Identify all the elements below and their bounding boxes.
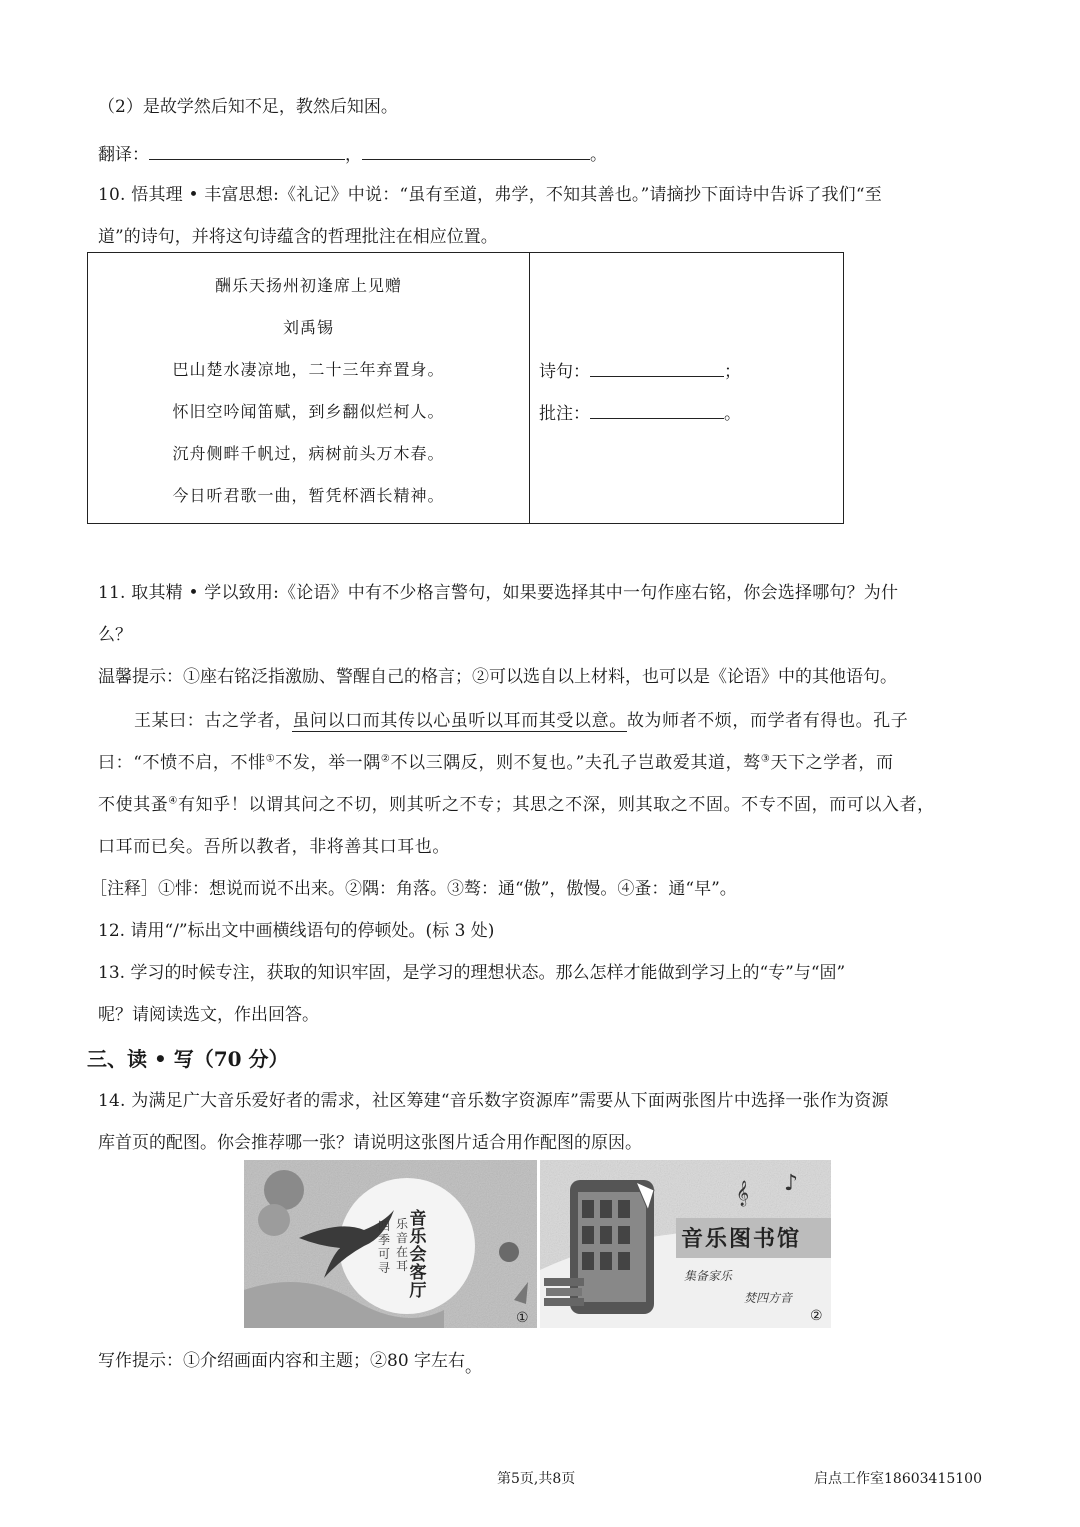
pic2-sub1: 集备家乐: [684, 1269, 733, 1283]
passage-l2-d: 天下之学者，而: [770, 753, 894, 773]
q14-line1: 14. 为满足广大音乐爱好者的需求，社区筹建“音乐数字资源库”需要从下面两张图片中选择一张作为资源: [98, 1091, 889, 1111]
passage-line-3: [98, 790, 935, 815]
picture-1[interactable]: [244, 1160, 537, 1328]
passage-line-2: [98, 748, 894, 773]
music-note-icon: 𝄞: [736, 1181, 750, 1206]
poem-table: [87, 252, 844, 524]
q9-translate-line: [98, 140, 607, 165]
footer-page-number: 第5页,共8页: [497, 1471, 576, 1487]
passage-l1-a: 王某曰：古之学者，: [134, 711, 293, 731]
note-mark-2: ②: [380, 753, 391, 765]
note-answer-line: [539, 399, 741, 424]
translate-period: 。: [590, 145, 607, 165]
passage-l2-c: 不以三隅反，则不复也。”夫孔子岂敢爱其道，骜: [390, 753, 761, 773]
note-mark-4: ④: [168, 795, 178, 807]
q12: 12. 请用“/”标出文中画横线语句的停顿处。(标 3 处): [98, 921, 495, 941]
q9-item2: （2）是故学然后知不足，教然后知困。: [98, 97, 398, 117]
q11-hint: 温馨提示：①座右铭泛指激励、警醒自己的格言；②可以选自以上材料，也可以是《论语》中的其他语句。: [98, 667, 897, 687]
pic2-title: 音乐图书馆: [681, 1227, 802, 1252]
poem-author: 刘禹锡: [282, 318, 334, 337]
q14-hint-text: 写作提示：①介绍画面内容和主题；②80 字左右: [98, 1351, 466, 1371]
q14-line2: 库首页的配图。你会推荐哪一张？请说明这张图片适合用作配图的原因。: [98, 1133, 642, 1153]
verse-end: ；: [724, 362, 741, 382]
section-heading: 三、读 • 写（70 分）: [87, 1047, 289, 1071]
pic1-title: 音乐会客厅: [409, 1209, 427, 1301]
poem-line-3: 沉舟侧畔千帆过，病树前头万木春。: [172, 444, 445, 463]
note-mark-3: ③: [760, 753, 771, 765]
passage-l2-b: 不发，举一隅: [275, 753, 381, 773]
q11-line1: 11. 取其精 • 学以致用:《论语》中有不少格言警句，如果要选择其中一句作座右铭，你会选择哪句？为什: [98, 583, 899, 603]
pic1-sub2: 四季可寻: [378, 1219, 391, 1275]
passage-line-1: [134, 706, 908, 731]
q13-line2: 呢？请阅读选文，作出回答。: [98, 1005, 319, 1025]
pic2-sub2: 焚四方音: [744, 1291, 793, 1305]
pic1-mark: ①: [516, 1310, 529, 1326]
poem-line-2: 怀旧空吟闻笛赋，到乡翻似烂柯人。: [172, 402, 445, 421]
translate-blank-2[interactable]: [362, 143, 590, 160]
pic2-mark: ②: [810, 1308, 823, 1324]
translate-comma: ，: [345, 145, 362, 165]
translate-label: 翻译：: [98, 145, 149, 165]
poem-table-divider: [529, 253, 530, 523]
poem-title: 酬乐天扬州初逢席上见赠: [214, 276, 402, 295]
picture-options: [244, 1160, 831, 1328]
q10-line2: 道”的诗句，并将这句诗蕴含的哲理批注在相应位置。: [98, 227, 498, 247]
picture-2[interactable]: [540, 1160, 831, 1328]
picture-options-svg: [244, 1160, 831, 1328]
verse-answer-line: [539, 357, 741, 382]
q11-line2: 么？: [98, 625, 132, 645]
note-end: 。: [724, 404, 741, 424]
note-blank[interactable]: [590, 402, 724, 419]
passage-notes: ［注释］①悱：想说而说不出来。②隅：角落。③骜：通“傲”，傲慢。④蚤：通“早”。: [90, 879, 737, 899]
pic1-sub1: 乐音在耳: [396, 1217, 409, 1273]
footer-studio: 启点工作室18603415100: [814, 1471, 982, 1487]
note-mark-1: ①: [265, 753, 276, 765]
music-note-icon-2: ♪: [784, 1171, 799, 1196]
passage-underlined-sentence: 虽问以口而其传以心虽听以耳而其受以意。: [292, 711, 627, 731]
q14-hint: [98, 1346, 483, 1377]
poem-line-4: 今日听君歌一曲，暂凭杯酒长精神。: [172, 486, 445, 505]
passage-l1-b: 故为师者不烦，而学者有得也。孔子: [626, 711, 909, 731]
verse-label: 诗句：: [539, 362, 590, 382]
q13-line1: 13. 学习的时候专注，获取的知识牢固，是学习的理想状态。那么怎样才能做到学习上的“专”与“固”: [98, 963, 846, 983]
passage-l3-b: 有知乎！以谓其问之不切，则其听之不专；其思之不深，则其取之不固。不专不固，而可以入者，: [177, 795, 935, 815]
passage-line-4: 口耳而已矣。吾所以教者，非将善其口耳也。: [98, 837, 450, 857]
poem-line-1: 巴山楚水凄凉地，二十三年弃置身。: [172, 360, 445, 379]
verse-blank[interactable]: [590, 360, 724, 377]
note-label: 批注：: [539, 404, 590, 424]
q14-hint-end: 。: [465, 1357, 483, 1377]
passage-l2-a: 曰：“不愤不启，不悱: [98, 753, 266, 773]
translate-blank-1[interactable]: [149, 143, 345, 160]
passage-l3-a: 不使其蚤: [98, 795, 169, 815]
q10-line1: 10. 悟其理 • 丰富思想:《礼记》中说：“虽有至道，弗学，不知其善也。”请摘抄下面诗中告诉了我们“至: [98, 185, 882, 205]
